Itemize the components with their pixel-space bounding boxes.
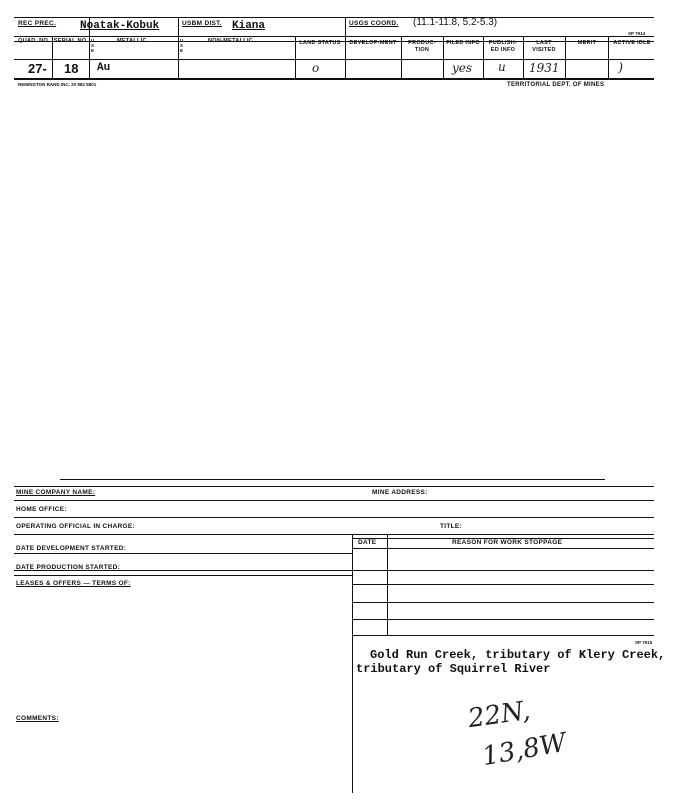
land-status-label: LAND STATUS — [299, 40, 341, 46]
rec-prec-value: Noatak-Kobuk — [80, 20, 160, 32]
metallic-value: Au — [97, 62, 111, 74]
serial-label: SERIAL NO. — [53, 38, 89, 44]
quad-label: QUAD. NO. — [18, 38, 50, 44]
use-label-nonmetallic: U S E — [180, 38, 184, 53]
last-visited-label: LAST VISITED — [532, 40, 556, 53]
usbm-dist-value: Kiana — [232, 20, 266, 32]
use-label-metallic: U S E — [91, 38, 95, 53]
handwritten-range: 13,8W — [480, 727, 569, 773]
usgs-coord-value: (11.1-11.8, 5.2-5.3) — [413, 17, 498, 28]
usbm-dist-label: USBM DIST. — [182, 20, 222, 27]
handwritten-township: 22N, — [466, 695, 533, 735]
leases-label: LEASES & OFFERS — TERMS OF: — [16, 580, 131, 587]
operating-official-label: OPERATING OFFICIAL IN CHARGE: — [16, 523, 135, 530]
filed-info-value: yes — [452, 61, 473, 75]
date-development-label: DATE DEVELOPMENT STARTED: — [16, 545, 127, 552]
territorial-dept: TERRITORIAL DEPT. OF MINES — [507, 82, 605, 88]
comments-label: COMMENTS: — [16, 715, 59, 722]
form-code: SP 7914 — [628, 31, 646, 36]
reason-column-label: REASON FOR WORK STOPPAGE — [452, 539, 563, 546]
form-code-2: SP 7915 — [635, 640, 653, 645]
active-idle-label: ACTIVE IDLE — [613, 40, 651, 46]
printer-line: REMINGTON RAND INC. 20 882 5801 — [18, 82, 97, 87]
location-note-line-2: tributary of Squirrel River — [356, 662, 551, 676]
development-label: DEVELOP-MENT — [349, 40, 397, 46]
quad-value: 27- — [28, 61, 47, 76]
serial-value: 18 — [64, 61, 79, 76]
production-label: PRODUC-TION — [408, 40, 436, 53]
home-office-label: HOME OFFICE: — [16, 506, 67, 513]
date-column-label: DATE — [358, 539, 377, 546]
merit-label: MERIT — [577, 40, 597, 46]
last-visited-value: 1931 — [529, 61, 560, 75]
location-note-line-1: Gold Run Creek, tributary of Klery Creek, — [370, 648, 666, 662]
published-info-value: u — [498, 60, 506, 74]
rec-prec-label: REC PREC. — [18, 20, 57, 27]
title-label: TITLE: — [440, 523, 463, 530]
date-production-label: DATE PRODUCTION STARTED: — [16, 564, 121, 571]
mine-address-label: MINE ADDRESS: — [372, 489, 428, 496]
metallic-label: METALLIC — [117, 38, 147, 44]
non-metallic-label: NON-METALLIC — [208, 38, 254, 44]
usgs-coord-label: USGS COORD. — [349, 20, 399, 27]
land-status-value: o — [312, 61, 320, 75]
filed-info-label: FILED INFO — [446, 40, 480, 46]
mine-company-label: MINE COMPANY NAME: — [16, 489, 96, 496]
published-info-label: PUBLISH-ED INFO — [488, 40, 518, 53]
active-idle-value: ) — [618, 61, 624, 76]
